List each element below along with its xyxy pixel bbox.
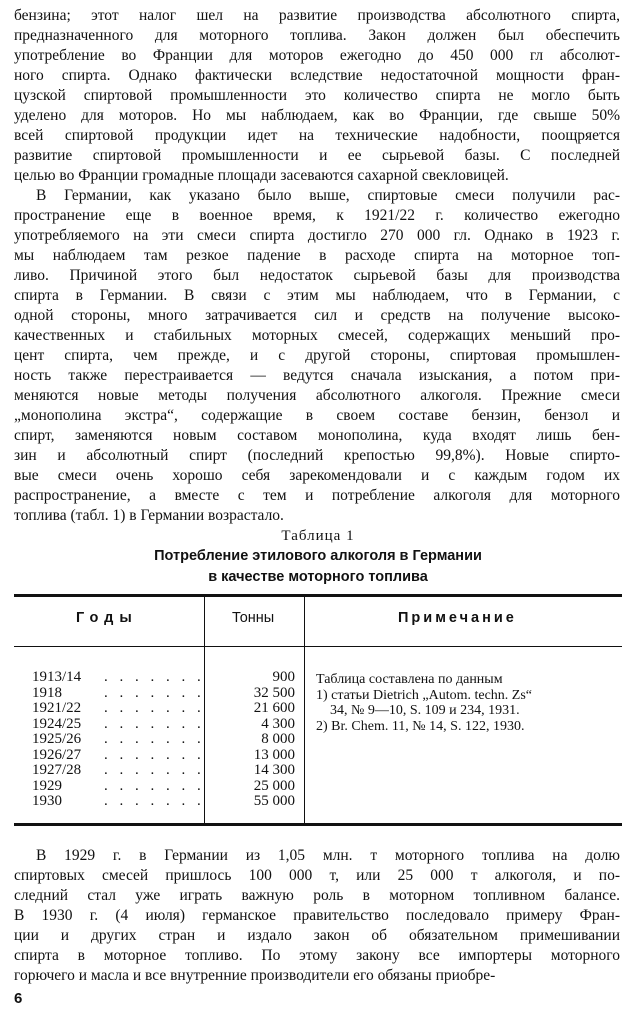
- row-leader-dots: . . . . . . .: [104, 715, 205, 732]
- text-line: цент спирта, чем прежде, и с другой стороны, спиртовая промышлен-: [14, 347, 620, 364]
- row-tons: 13 000: [253, 746, 295, 763]
- row-year: 1930: [32, 793, 62, 809]
- note-line: 1) статьи Dietrich „Autom. techn. Zs“: [316, 687, 533, 703]
- table-number: Таблица 1: [281, 528, 355, 544]
- row-leader-dots: . . . . . . .: [104, 793, 205, 809]
- text-line: развитие спиртовой промышленности и ее сырьевой базы. С последней: [14, 147, 620, 164]
- text-line: употребление во Франции для моторов ежегодно до 450 000 гл абсолют-: [14, 47, 620, 64]
- row-year: 1918: [32, 684, 62, 701]
- text-line: меняются новые методы получения абсолютного алкоголя. Прежние смеси: [14, 387, 620, 404]
- row-tons: 14 300: [253, 762, 295, 778]
- paragraph-germany-1929: [14, 846, 620, 986]
- row-leader-dots: . . . . . . .: [104, 777, 205, 794]
- row-year: 1921/22: [32, 700, 82, 716]
- text-line: вые смеси очень хорошо себя зарекомендовали и с каждым годом их: [14, 467, 620, 484]
- text-line: „монополина экстра“, содержащие в своем составе бензин, бензол и: [14, 407, 620, 424]
- table-title-line-2: в качестве моторного топлива: [208, 569, 428, 585]
- row-tons: 4 300: [261, 715, 295, 732]
- table-column-divider: [304, 594, 305, 826]
- text-line: предназначенного для моторного топлива. Закон должен был обеспечить: [14, 27, 620, 44]
- text-line: спирта в моторное топливо. По этому закону все импортеры моторного: [14, 947, 620, 964]
- text-line: спиртовых смесей пришлось 100 000 т, или 25 000 т алкоголя, и по-: [14, 867, 620, 884]
- table-header-rule: [14, 646, 622, 647]
- text-line: горючего и масла и все внутренние производители его обязаны приобре-: [14, 967, 496, 984]
- row-year: 1926/27: [32, 746, 82, 763]
- row-leader-dots: . . . . . . .: [104, 762, 205, 778]
- text-line: распространение, а вместе с тем и потребление алкоголя для моторного: [14, 487, 620, 504]
- header-note: Примечание: [398, 610, 517, 626]
- text-line: употребляемого на эти смеси спирта достигло 270 000 гл. Однако в 1923 г.: [14, 227, 620, 244]
- text-line: спирта в Германии. В связи с этим мы наблюдаем, что в Германии, с: [14, 287, 620, 304]
- header-tons: Тонны: [232, 610, 275, 626]
- row-year: 1924/25: [32, 715, 82, 732]
- note-line: Таблица составлена по данным: [316, 672, 503, 687]
- table-top-rule: [14, 594, 622, 597]
- text-line: В 1930 г. (4 июля) германское правительство последовало примеру Фран-: [14, 907, 620, 924]
- consumption-table: [14, 594, 622, 826]
- page-number: 6: [14, 990, 23, 1007]
- table-title-line-1: Потребление этилового алкоголя в Германии: [154, 548, 482, 564]
- row-year: 1925/26: [32, 731, 82, 747]
- row-leader-dots: . . . . . . .: [104, 669, 205, 685]
- row-tons: 55 000: [253, 793, 295, 809]
- note-line: 2) Br. Chem. 11, № 14, S. 122, 1930.: [316, 718, 525, 734]
- row-year: 1927/28: [32, 762, 82, 778]
- row-tons: 21 600: [253, 700, 295, 716]
- row-tons: 32 500: [253, 684, 295, 701]
- row-tons: 25 000: [253, 777, 295, 794]
- text-line: бензина; этот налог шел на развитие производства абсолютного спирта,: [14, 7, 620, 24]
- table-bottom-rule: [14, 823, 622, 826]
- row-leader-dots: . . . . . . .: [104, 746, 205, 763]
- text-line: ность также перестраивается — ведутся сначала изыскания, а потом при-: [14, 367, 620, 384]
- text-line: ции и других стран и издало закон об обязательном примешивании: [14, 927, 620, 944]
- header-years: Годы: [76, 610, 138, 626]
- text-line: цузской спиртовой промышленности это количество спирта не могло быть: [14, 87, 620, 104]
- text-line: следний стал уже играть важную роль в моторном топливном балансе.: [14, 887, 620, 904]
- text-line: В 1929 г. в Германии из 1,05 млн. т моторного топлива на долю: [36, 847, 620, 864]
- text-line: всей спиртовой продукции идет на технические надобности, поощряется: [14, 127, 620, 144]
- row-tons: 8 000: [261, 731, 295, 747]
- text-line: В Германии, как указано было выше, спиртовые смеси получили рас-: [36, 187, 620, 204]
- paragraph-germany: [14, 186, 620, 526]
- note-line: 34, № 9—10, S. 109 и 234, 1931.: [316, 703, 520, 718]
- text-line: мы наблюдаем там резкое падение в расходе спирта на моторное топ-: [14, 247, 620, 264]
- text-line: топлива (табл. 1) в Германии возрастало.: [14, 507, 284, 524]
- text-line: пространение еще в военное время, к 1921/22 г. количество ежегодно: [14, 207, 620, 224]
- row-leader-dots: . . . . . . .: [104, 731, 205, 747]
- row-tons: 900: [272, 669, 295, 685]
- row-year: 1913/14: [32, 669, 82, 685]
- text-line: одной стороны, много затрачивается сил и средств на получение высоко-: [14, 307, 620, 324]
- text-line: целью во Франции громадные площади засеваются сахарной свекловицей.: [14, 167, 509, 184]
- text-line: спирт, заменяются новым составом монополина, куда входят лишь бен-: [14, 427, 620, 444]
- row-leader-dots: . . . . . . .: [104, 684, 205, 701]
- text-line: ного спирта. Однако фактически вследствие недостаточной мощности фран-: [14, 67, 620, 84]
- text-line: уделено для моторов. Но мы наблюдаем, как во Франции, где свыше 50%: [14, 107, 620, 124]
- text-line: зин и абсолютный спирт (последний крепостью 99,8%). Новые спирто-: [14, 447, 620, 464]
- text-line: ливо. Причиной этого был недостаток сырьевой базы для производства: [14, 267, 620, 284]
- row-year: 1929: [32, 777, 62, 794]
- text-line: качественных и стабильных моторных смесей, содержащих меньший про-: [14, 327, 620, 344]
- row-leader-dots: . . . . . . .: [104, 700, 205, 716]
- paragraph-france: [14, 6, 620, 186]
